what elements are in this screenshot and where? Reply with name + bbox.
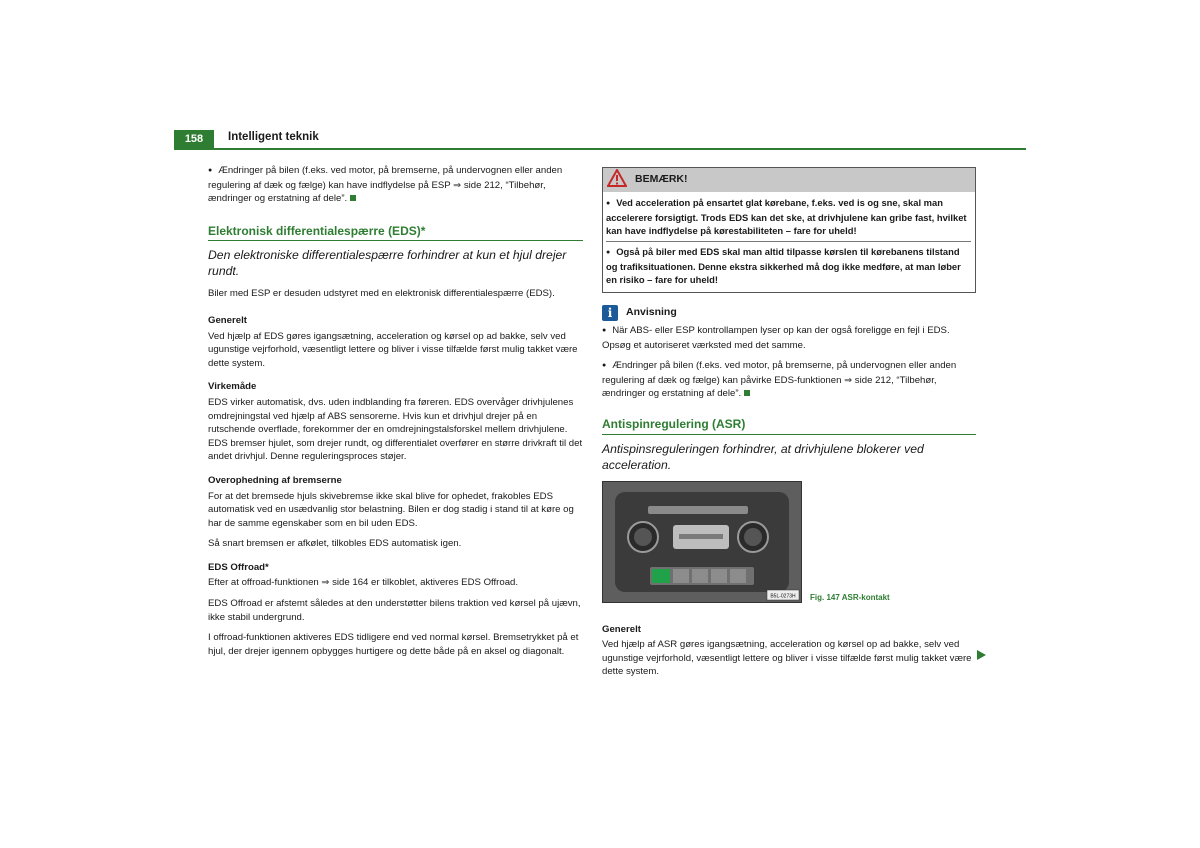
climate-panel-illustration — [603, 482, 801, 602]
next-page-arrow-icon — [977, 650, 986, 660]
note-title: Anvisning — [626, 306, 677, 319]
end-mark-icon — [744, 390, 750, 396]
overophedning-paragraph: For at det bremsede hjuls skivebremse ikke skal blive for ophedet, frakobles EDS automatisk ved en usædvanlig stor belastning. Bilen er dog stadig i stand til at køre og har de samme egenskaber som en bil uden EDS. — [208, 490, 574, 529]
esp-changes-paragraph: ● Ændringer på bilen (f.eks. ved motor, på bremserne, på undervognen eller anden regulering af dæk og fælge) kan have indflydelse på ESP ⇒ side 212, “Tilbehør, ændringer og erstatning af dele”. — [208, 164, 583, 206]
figure-code: B5L-0273H — [770, 593, 796, 600]
warning-box — [602, 167, 976, 293]
asr-heading: Antispinregulering (ASR) — [602, 418, 976, 435]
offroad-paragraph-2: EDS Offroad er afstemt således at den understøtter bilens traktion ved kørsel på ujævn, ikke stabil undergrund. — [208, 598, 581, 623]
warning-item: ● Også på biler med EDS skal man altid tilpasse kørslen til kørebanens tilstand og trafiksituationen. Denne ekstra sikkerhed må dog ikke medføre, at man løber en risiko – fare for uheld! — [606, 241, 971, 286]
right-column — [602, 167, 976, 686]
warning-body — [603, 192, 975, 292]
offroad-paragraph-1: Efter at offroad-funktionen ⇒ side 164 er tilkoblet, aktiveres EDS Offroad. — [208, 577, 519, 589]
virkemade-paragraph: EDS virker automatisk, dvs. uden indblanding fra føreren. EDS overvåger drivhjulenes omdrejningstal ved hjælp af ABS sensorerne. Hvis kun et drivhjul drejer på en rutschende overflade, forekommer der en omdrejningstalsforskel mellem drivhjulene. EDS bremser hjulet, som drejer rundt, og differentialet overfører en større drivkraft til det andet drivhjul. Denne reguleringsproces støjer. — [208, 396, 583, 463]
note-header — [602, 305, 976, 321]
warning-title: BEMÆRK! — [635, 173, 688, 186]
header-rule — [174, 148, 1026, 150]
virkemade-subheading: Virkemåde — [208, 381, 257, 393]
afkolet-paragraph: Så snart bremsen er afkølet, tilkobles EDS automatisk igen. — [208, 538, 462, 550]
warning-triangle-icon — [607, 169, 627, 192]
generelt-subheading: Generelt — [208, 314, 247, 326]
offroad-paragraph-3: I offroad-funktionen aktiveres EDS tidligere end ved normal kørsel. Bremsetrykket på et hjul, der drejer igennem opbygges hurtigere og dette både på en aksel og diagonalt. — [208, 632, 579, 657]
left-column — [208, 164, 583, 665]
page-number: 158 — [174, 130, 214, 148]
asr-intro: Antispinsreguleringen forhindrer, at drivhjulene blokerer ved acceleration. — [602, 441, 924, 472]
warning-header — [603, 168, 975, 192]
offroad-subheading: EDS Offroad* — [208, 561, 269, 573]
chapter-title: Intelligent teknik — [228, 131, 319, 143]
warning-item: ● Ved acceleration på ensartet glat kørebane, f.eks. ved is og sne, skal man accelerere forsigtigt. Trods EDS kan det ske, at drivhjulene kan gribe fast, hvilket kan have indflydelse på kørestabiliteten – fare for uheld! — [606, 196, 971, 237]
end-mark-icon — [350, 195, 356, 201]
asr-switch-figure — [602, 481, 802, 603]
eds-heading: Elektronisk differentialespærre (EDS)* — [208, 225, 583, 242]
note-paragraph-1: ● När ABS- eller ESP kontrollampen lyser op kan der også foreligge en fejl i EDS. Opsøg et autoriseret værksted med det samme. — [602, 324, 976, 352]
figure-caption: Fig. 147 ASR-kontakt — [810, 592, 890, 602]
generelt-paragraph: Ved hjælp af EDS gøres igangsætning, acceleration og kørsel op ad bakke, selv ved ugunstige vejrforhold, væsentligt lettere og bliver i visse tilfælde først mulig takket være dette system. — [208, 330, 578, 369]
asr-generelt-paragraph: Ved hjælp af ASR gøres igangsætning, acceleration og kørsel op ad bakke, selv ved ugunstige vejrforhold, væsentligt lettere og bliver i visse tilfælde først mulig takket være dette system. — [602, 639, 972, 678]
bullet — [208, 165, 218, 176]
eds-intro: Den elektroniske differentialespærre forhindrer at kun et hjul drejer rundt. — [208, 248, 567, 279]
note-paragraph-2: ● Ændringer på bilen (f.eks. ved motor, på bremserne, på undervognen eller anden regulering af dæk og fælge) kan påvirke EDS-funktionen ⇒ side 212, “Tilbehør, ændringer og erstatning af dele”. — [602, 359, 976, 401]
overophedning-subheading: Overophedning af bremserne — [208, 474, 342, 486]
eds-esp-paragraph: Biler med ESP er desuden udstyret med en elektronisk differentialespærre (EDS). — [208, 288, 555, 300]
asr-generelt-subheading: Generelt — [602, 623, 641, 635]
figure-block — [602, 481, 976, 609]
info-icon: i — [602, 305, 618, 321]
